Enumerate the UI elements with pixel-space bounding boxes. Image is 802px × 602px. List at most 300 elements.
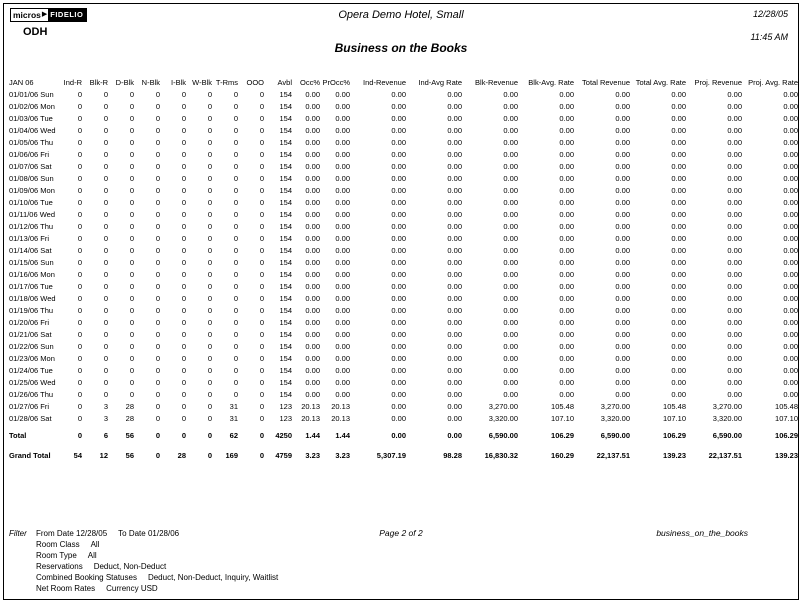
row-date: 01/25/06 Wed — [9, 378, 56, 387]
cell-value: 0 — [181, 402, 186, 411]
cell-value: 0 — [103, 282, 108, 291]
cell-value: 0 — [233, 102, 238, 111]
filter-line-part: Reservations — [36, 562, 83, 571]
cell-value: 0.00 — [727, 198, 742, 207]
cell-value: 0 — [207, 431, 212, 440]
cell-value: 0 — [207, 402, 212, 411]
cell-value: 0 — [129, 306, 134, 315]
cell-value: 0.00 — [391, 90, 406, 99]
cell-value: 0 — [181, 114, 186, 123]
row-date: 01/10/06 Tue — [9, 198, 53, 207]
cell-value: 0.00 — [305, 222, 320, 231]
column-header: Total Revenue — [582, 77, 630, 87]
cell-value: 0.00 — [783, 150, 798, 159]
cell-value: 0 — [233, 330, 238, 339]
cell-value: 3,320.00 — [712, 414, 742, 423]
cell-value: 0.00 — [727, 150, 742, 159]
cell-value: 0.00 — [391, 390, 406, 399]
cell-value: 0.00 — [559, 222, 574, 231]
cell-value: 0 — [259, 150, 264, 159]
cell-value: 0 — [103, 246, 108, 255]
cell-value: 0 — [155, 402, 160, 411]
cell-value: 0.00 — [447, 90, 462, 99]
cell-value: 0 — [77, 354, 82, 363]
cell-value: 0 — [233, 198, 238, 207]
cell-value: 0 — [77, 222, 82, 231]
cell-value: 0 — [77, 318, 82, 327]
cell-value: 0.00 — [671, 186, 686, 195]
cell-value: 0 — [233, 342, 238, 351]
row-date: 01/18/06 Wed — [9, 294, 56, 303]
cell-value: 0 — [77, 378, 82, 387]
cell-value: 0.00 — [335, 210, 350, 219]
cell-value: 6,590.00 — [488, 431, 518, 440]
table-row — [7, 389, 799, 401]
cell-value: 0.00 — [305, 90, 320, 99]
cell-value: 0.00 — [783, 390, 798, 399]
cell-value: 0.00 — [727, 114, 742, 123]
cell-value: 0 — [129, 258, 134, 267]
cell-value: 0.00 — [783, 210, 798, 219]
cell-value: 0 — [181, 222, 186, 231]
cell-value: 0 — [103, 126, 108, 135]
cell-value: 0.00 — [503, 390, 518, 399]
filter-line-part: To Date 01/28/06 — [118, 529, 180, 538]
cell-value: 0 — [77, 282, 82, 291]
column-header: Blk-Revenue — [475, 77, 518, 87]
column-header: Blk-R — [89, 77, 108, 87]
cell-value: 0 — [77, 234, 82, 243]
cell-value: 0.00 — [447, 174, 462, 183]
cell-value: 0.00 — [503, 114, 518, 123]
table-row — [7, 233, 799, 245]
cell-value: 0.00 — [783, 198, 798, 207]
cell-value: 154 — [279, 282, 292, 291]
cell-value: 0 — [207, 150, 212, 159]
table-row — [7, 185, 799, 197]
cell-value: 0 — [259, 102, 264, 111]
cell-value: 0 — [103, 354, 108, 363]
cell-value: 107.10 — [663, 414, 686, 423]
cell-value: 0 — [233, 282, 238, 291]
table-row — [7, 353, 799, 365]
cell-value: 56 — [125, 431, 134, 440]
cell-value: 0 — [233, 126, 238, 135]
table-body — [7, 89, 799, 462]
cell-value: 0.00 — [503, 306, 518, 315]
print-date: 12/28/05 — [752, 9, 788, 19]
cell-value: 98.28 — [443, 451, 462, 460]
cell-value: 154 — [279, 102, 292, 111]
cell-value: 0 — [259, 222, 264, 231]
cell-value: 0.00 — [335, 342, 350, 351]
cell-value: 0.00 — [391, 366, 406, 375]
cell-value: 0.00 — [305, 102, 320, 111]
cell-value: 0.00 — [335, 246, 350, 255]
cell-value: 0.00 — [335, 90, 350, 99]
cell-value: 0 — [77, 126, 82, 135]
cell-value: 0 — [233, 246, 238, 255]
cell-value: 0.00 — [503, 282, 518, 291]
cell-value: 0 — [181, 366, 186, 375]
cell-value: 0.00 — [615, 378, 630, 387]
cell-value: 0.00 — [335, 258, 350, 267]
cell-value: 0.00 — [447, 378, 462, 387]
cell-value: 0.00 — [615, 126, 630, 135]
cell-value: 0 — [259, 318, 264, 327]
cell-value: 0 — [181, 378, 186, 387]
cell-value: 0.00 — [335, 354, 350, 363]
cell-value: 154 — [279, 330, 292, 339]
filter-line-part: Combined Booking Statuses — [36, 573, 137, 582]
cell-value: 0.00 — [391, 402, 406, 411]
cell-value: 0.00 — [305, 294, 320, 303]
cell-value: 0 — [207, 174, 212, 183]
cell-value: 0.00 — [615, 102, 630, 111]
cell-value: 0.00 — [671, 366, 686, 375]
cell-value: 0.00 — [305, 270, 320, 279]
filter-line-part: Deduct, Non-Deduct, Inquiry, Waitlist — [147, 573, 279, 582]
row-date: 01/05/06 Thu — [9, 138, 54, 147]
cell-value: 0.00 — [503, 102, 518, 111]
cell-value: 0.00 — [335, 114, 350, 123]
cell-value: 0.00 — [305, 198, 320, 207]
cell-value: 0.00 — [671, 390, 686, 399]
cell-value: 0.00 — [671, 162, 686, 171]
cell-value: 0 — [155, 330, 160, 339]
cell-value: 0 — [129, 270, 134, 279]
cell-value: 0.00 — [503, 342, 518, 351]
cell-value: 154 — [279, 378, 292, 387]
cell-value: 0.00 — [447, 318, 462, 327]
cell-value: 0.00 — [335, 102, 350, 111]
cell-value: 0.00 — [503, 174, 518, 183]
cell-value: 0.00 — [783, 378, 798, 387]
table-row — [7, 125, 799, 137]
cell-value: 0 — [181, 294, 186, 303]
cell-value: 0 — [103, 366, 108, 375]
cell-value: 0 — [103, 234, 108, 243]
cell-value: 0 — [259, 114, 264, 123]
table-row — [7, 365, 799, 377]
row-date: 01/15/06 Sun — [9, 258, 54, 267]
cell-value: 1.44 — [335, 431, 350, 440]
cell-value: 0.00 — [559, 306, 574, 315]
cell-value: 0.00 — [391, 234, 406, 243]
cell-value: 0.00 — [615, 258, 630, 267]
cell-value: 0.00 — [503, 270, 518, 279]
cell-value: 154 — [279, 162, 292, 171]
cell-value: 106.29 — [663, 431, 686, 440]
cell-value: 0 — [207, 306, 212, 315]
cell-value: 0.00 — [559, 138, 574, 147]
bob-table — [7, 76, 799, 462]
cell-value: 0 — [129, 294, 134, 303]
cell-value: 0.00 — [335, 390, 350, 399]
cell-value: 0.00 — [305, 354, 320, 363]
cell-value: 0 — [129, 378, 134, 387]
cell-value: 0 — [259, 342, 264, 351]
cell-value: 0 — [259, 354, 264, 363]
cell-value: 0.00 — [783, 282, 798, 291]
cell-value: 0 — [155, 390, 160, 399]
cell-value: 0.00 — [727, 258, 742, 267]
cell-value: 0.00 — [671, 174, 686, 183]
cell-value: 0.00 — [671, 90, 686, 99]
cell-value: 0.00 — [671, 270, 686, 279]
cell-value: 0 — [77, 402, 82, 411]
cell-value: 0.00 — [615, 174, 630, 183]
row-date: 01/13/06 Fri — [9, 234, 50, 243]
cell-value: 0.00 — [503, 378, 518, 387]
cell-value: 0.00 — [783, 330, 798, 339]
cell-value: 0 — [259, 186, 264, 195]
cell-value: 0.00 — [671, 294, 686, 303]
logo-fidelio-text: FIDELIO — [48, 9, 86, 21]
cell-value: 154 — [279, 342, 292, 351]
row-date: 01/02/06 Mon — [9, 102, 55, 111]
cell-value: 0.00 — [335, 234, 350, 243]
cell-value: 0.00 — [783, 162, 798, 171]
cell-value: 0 — [259, 451, 264, 460]
cell-value: 0.00 — [559, 270, 574, 279]
row-date: 01/11/06 Wed — [9, 210, 56, 219]
cell-value: 0.00 — [559, 150, 574, 159]
cell-value: 0 — [233, 354, 238, 363]
cell-value: 0 — [155, 114, 160, 123]
print-time: 11:45 AM — [750, 32, 788, 42]
cell-value: 0 — [207, 186, 212, 195]
cell-value: 0 — [155, 366, 160, 375]
cell-value: 0.00 — [391, 330, 406, 339]
cell-value: 0.00 — [391, 431, 406, 440]
page-number: Page 2 of 2 — [379, 528, 423, 538]
cell-value: 0 — [233, 138, 238, 147]
cell-value: 0.00 — [335, 186, 350, 195]
cell-value: 0 — [155, 222, 160, 231]
cell-value: 0 — [77, 270, 82, 279]
cell-value: 0.00 — [305, 366, 320, 375]
cell-value: 0.00 — [727, 366, 742, 375]
hotel-name: Opera Demo Hotel, Small — [338, 9, 464, 21]
cell-value: 0.00 — [503, 222, 518, 231]
row-date: 01/20/06 Fri — [9, 318, 50, 327]
cell-value: 20.13 — [331, 402, 350, 411]
cell-value: 0.00 — [305, 138, 320, 147]
cell-value: 0.00 — [671, 342, 686, 351]
cell-value: 0 — [77, 198, 82, 207]
cell-value: 0 — [233, 294, 238, 303]
cell-value: 0 — [155, 282, 160, 291]
cell-value: 0.00 — [559, 246, 574, 255]
cell-value: 0.00 — [335, 306, 350, 315]
cell-value: 0 — [129, 366, 134, 375]
cell-value: 0.00 — [783, 126, 798, 135]
cell-value: 0 — [77, 246, 82, 255]
cell-value: 0.00 — [615, 342, 630, 351]
cell-value: 0 — [207, 162, 212, 171]
cell-value: 0.00 — [391, 126, 406, 135]
cell-value: 0 — [155, 102, 160, 111]
cell-value: 0.00 — [615, 138, 630, 147]
cell-value: 0 — [207, 198, 212, 207]
cell-value: 0.00 — [305, 330, 320, 339]
cell-value: 0.00 — [335, 174, 350, 183]
cell-value: 0.00 — [783, 90, 798, 99]
table-row — [7, 257, 799, 269]
cell-value: 0 — [77, 366, 82, 375]
cell-value: 0.00 — [671, 246, 686, 255]
cell-value: 106.29 — [775, 431, 798, 440]
cell-value: 0 — [181, 234, 186, 243]
cell-value: 0 — [233, 258, 238, 267]
cell-value: 0 — [129, 102, 134, 111]
cell-value: 31 — [229, 402, 238, 411]
cell-value: 28 — [125, 402, 134, 411]
cell-value: 0.00 — [335, 366, 350, 375]
cell-value: 6,590.00 — [712, 431, 742, 440]
cell-value: 0.00 — [671, 198, 686, 207]
cell-value: 0.00 — [727, 330, 742, 339]
cell-value: 0 — [207, 114, 212, 123]
cell-value: 0.00 — [727, 318, 742, 327]
cell-value: 0 — [77, 174, 82, 183]
cell-value: 20.13 — [331, 414, 350, 423]
cell-value: 154 — [279, 234, 292, 243]
cell-value: 0 — [259, 294, 264, 303]
cell-value: 0.00 — [503, 150, 518, 159]
cell-value: 154 — [279, 126, 292, 135]
cell-value: 0 — [181, 174, 186, 183]
cell-value: 154 — [279, 318, 292, 327]
column-header: N-Blk — [141, 77, 160, 87]
cell-value: 0 — [103, 258, 108, 267]
cell-value: 0 — [77, 306, 82, 315]
cell-value: 0.00 — [503, 354, 518, 363]
cell-value: 22,137.51 — [596, 451, 630, 460]
cell-value: 0 — [77, 258, 82, 267]
cell-value: 0 — [103, 174, 108, 183]
cell-value: 0.00 — [503, 126, 518, 135]
cell-value: 0 — [103, 138, 108, 147]
cell-value: 0.00 — [671, 150, 686, 159]
cell-value: 0.00 — [335, 222, 350, 231]
cell-value: 0.00 — [335, 198, 350, 207]
cell-value: 0.00 — [447, 431, 462, 440]
cell-value: 139.23 — [775, 451, 798, 460]
filter-line-part: Room Type — [36, 551, 77, 560]
cell-value: 0.00 — [615, 222, 630, 231]
cell-value: 0.00 — [727, 186, 742, 195]
table-row — [7, 329, 799, 341]
filter-line-part: All — [87, 551, 97, 560]
cell-value: 0 — [181, 318, 186, 327]
cell-value: 0.00 — [335, 294, 350, 303]
cell-value: 0 — [207, 102, 212, 111]
row-date: 01/19/06 Thu — [9, 306, 54, 315]
cell-value: 0 — [181, 198, 186, 207]
cell-value: 0.00 — [447, 414, 462, 423]
cell-value: 0 — [129, 246, 134, 255]
cell-value: 0.00 — [559, 390, 574, 399]
cell-value: 0.00 — [671, 210, 686, 219]
table-row — [7, 137, 799, 149]
cell-value: 0 — [207, 258, 212, 267]
cell-value: 154 — [279, 210, 292, 219]
filter-line-part: Net Room Rates — [36, 584, 96, 593]
table-row — [7, 401, 799, 413]
cell-value: 0.00 — [447, 306, 462, 315]
cell-value: 0.00 — [615, 114, 630, 123]
cell-value: 0.00 — [615, 198, 630, 207]
cell-value: 3,320.00 — [488, 414, 518, 423]
cell-value: 0 — [103, 378, 108, 387]
filter-label: Filter — [9, 529, 27, 538]
cell-value: 0.00 — [447, 246, 462, 255]
cell-value: 0 — [207, 330, 212, 339]
column-header: Blk-Avg. Rate — [528, 77, 574, 87]
cell-value: 0.00 — [727, 342, 742, 351]
cell-value: 0.00 — [305, 342, 320, 351]
cell-value: 0 — [233, 222, 238, 231]
cell-value: 0.00 — [727, 234, 742, 243]
cell-value: 0.00 — [503, 138, 518, 147]
cell-value: 0.00 — [671, 306, 686, 315]
cell-value: 0 — [181, 431, 186, 440]
cell-value: 0 — [207, 282, 212, 291]
table-row — [7, 317, 799, 329]
cell-value: 0 — [129, 282, 134, 291]
cell-value: 0 — [155, 378, 160, 387]
cell-value: 0.00 — [335, 150, 350, 159]
cell-value: 0 — [77, 186, 82, 195]
cell-value: 3,270.00 — [600, 402, 630, 411]
cell-value: 0 — [129, 150, 134, 159]
cell-value: 0 — [233, 210, 238, 219]
cell-value: 154 — [279, 270, 292, 279]
cell-value: 0.00 — [305, 306, 320, 315]
cell-value: 0.00 — [391, 414, 406, 423]
cell-value: 0 — [259, 402, 264, 411]
row-date: 01/06/06 Fri — [9, 150, 50, 159]
cell-value: 0.00 — [727, 378, 742, 387]
cell-value: 0.00 — [391, 198, 406, 207]
report-page — [3, 3, 799, 600]
cell-value: 0.00 — [391, 354, 406, 363]
cell-value: 6 — [103, 431, 108, 440]
cell-value: 0.00 — [391, 222, 406, 231]
cell-value: 0.00 — [671, 354, 686, 363]
cell-value: 0.00 — [559, 378, 574, 387]
cell-value: 0.00 — [783, 354, 798, 363]
table-row — [7, 221, 799, 233]
cell-value: 0 — [259, 234, 264, 243]
cell-value: 0.00 — [503, 330, 518, 339]
cell-value: 106.29 — [551, 431, 574, 440]
cell-value: 123 — [279, 414, 292, 423]
cell-value: 0 — [103, 102, 108, 111]
cell-value: 20.13 — [301, 402, 320, 411]
cell-value: 154 — [279, 198, 292, 207]
cell-value: 0 — [129, 186, 134, 195]
cell-value: 0.00 — [559, 354, 574, 363]
cell-value: 0 — [155, 294, 160, 303]
cell-value: 105.48 — [663, 402, 686, 411]
cell-value: 0.00 — [615, 150, 630, 159]
cell-value: 0 — [103, 210, 108, 219]
cell-value: 0.00 — [391, 114, 406, 123]
cell-value: 0 — [207, 234, 212, 243]
